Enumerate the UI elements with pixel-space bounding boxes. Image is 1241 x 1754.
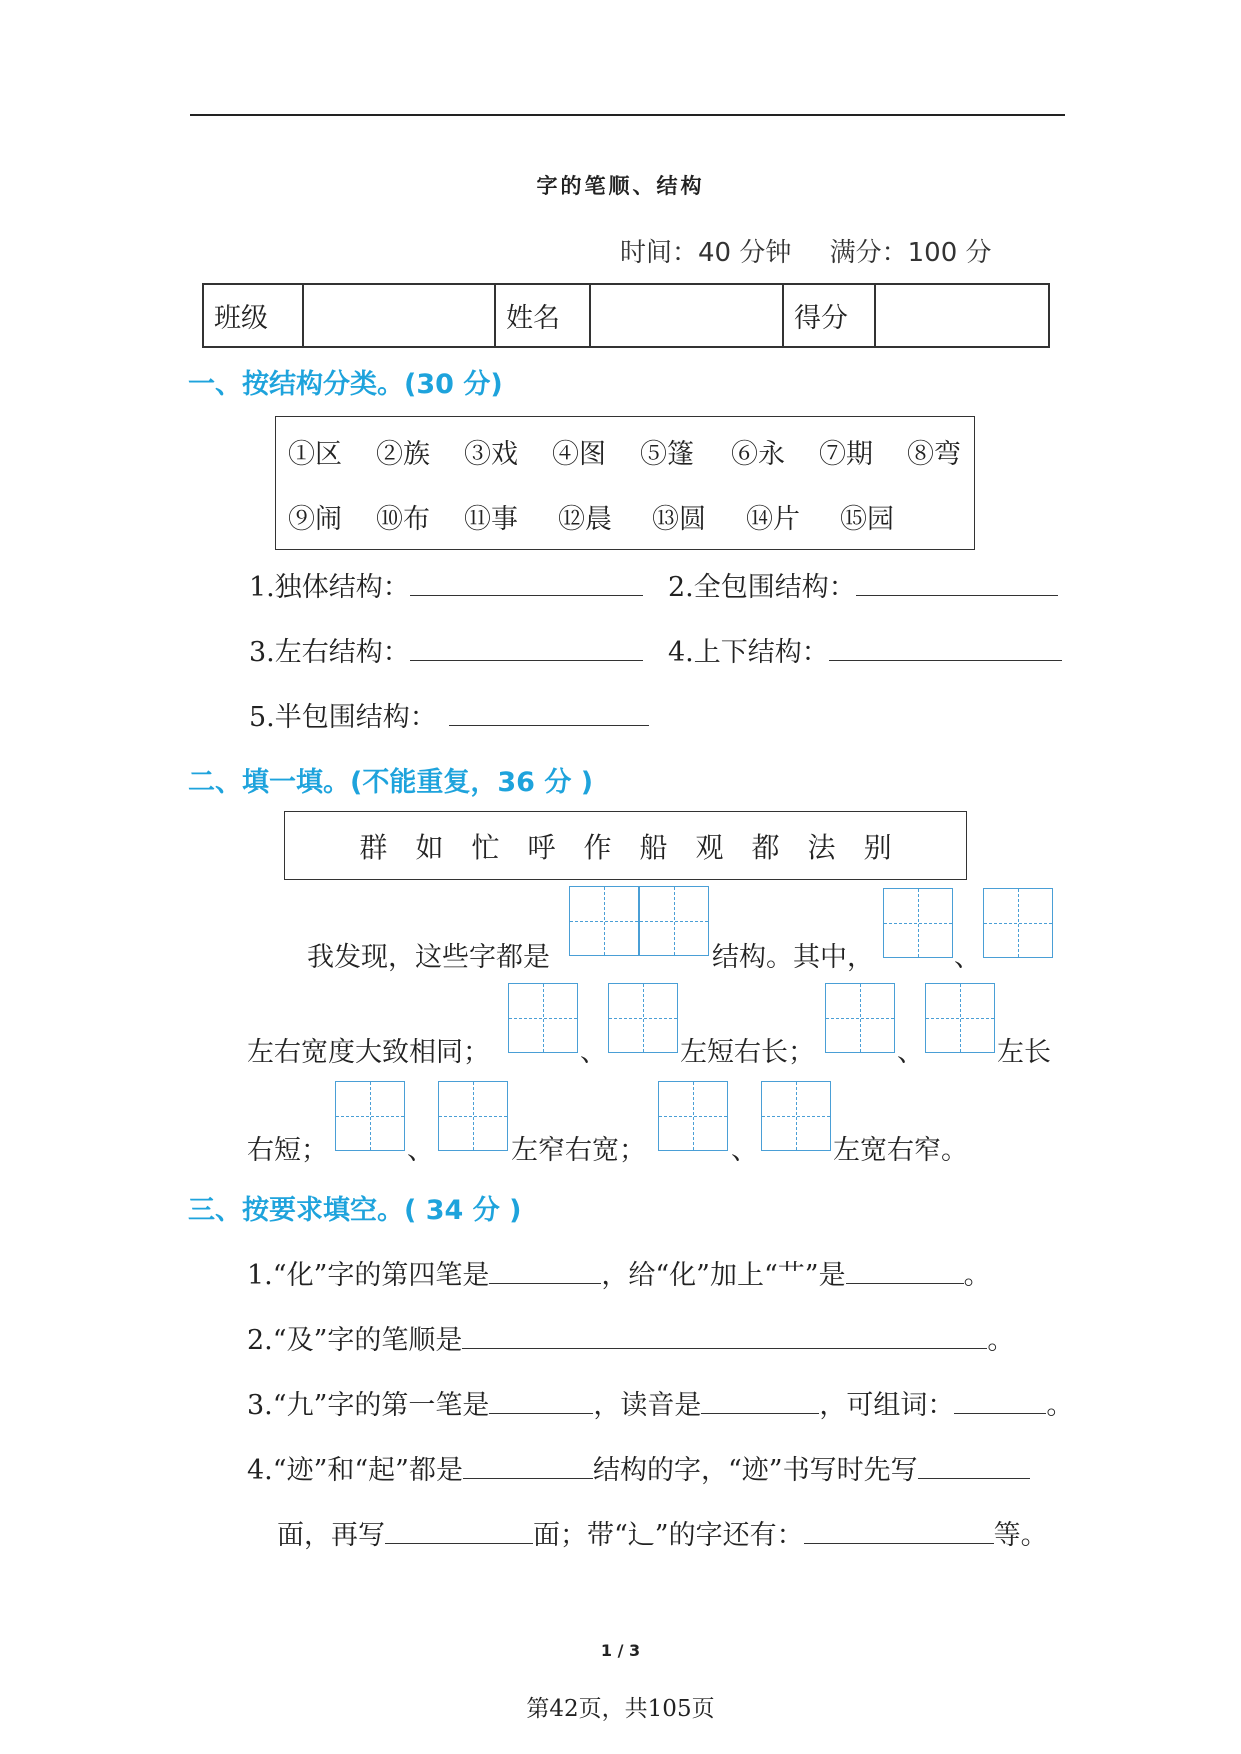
- answer-blank[interactable]: [449, 699, 649, 726]
- answer-blank[interactable]: [918, 1452, 1030, 1479]
- char-item: ⑦期: [819, 439, 873, 470]
- writing-grid[interactable]: [925, 983, 995, 1053]
- writing-grid[interactable]: [569, 886, 639, 956]
- q1-1: [249, 565, 643, 604]
- char-item: ⑤篷: [640, 439, 694, 470]
- word-item: 观: [695, 830, 724, 864]
- writing-grid[interactable]: [658, 1081, 728, 1151]
- char-row-2: [288, 497, 894, 536]
- writing-grid[interactable]: [639, 886, 709, 956]
- separator: 、: [580, 1037, 607, 1068]
- answer-blank[interactable]: [489, 1387, 593, 1414]
- q3-1-text-c: 。: [963, 1260, 991, 1291]
- writing-grid[interactable]: [761, 1081, 831, 1151]
- fill-line3-b: 左窄右宽；: [511, 1135, 646, 1166]
- writing-grid[interactable]: [438, 1081, 508, 1151]
- name-field[interactable]: [590, 284, 783, 347]
- full-score: 满分：100 分: [829, 238, 992, 268]
- word-box: [284, 811, 967, 880]
- q1-3: [249, 630, 643, 669]
- name-label: 姓名: [495, 284, 590, 347]
- q3-2-text-a: 2.“及”字的笔顺是: [247, 1325, 463, 1356]
- char-item: ⑥永: [731, 439, 785, 470]
- time-limit: 时间：40 分钟: [620, 238, 792, 268]
- word-item: 群: [359, 830, 388, 864]
- char-item: ③戏: [464, 439, 518, 470]
- q3-1-text-b: ，给“化”加上“艹”是: [601, 1260, 846, 1291]
- char-item: ②族: [376, 439, 430, 470]
- q3-4: [247, 1448, 1030, 1487]
- writing-grid[interactable]: [508, 983, 578, 1053]
- char-item: ⑮园: [840, 504, 894, 535]
- word-item: 都: [751, 830, 780, 864]
- word-item: 如: [415, 830, 444, 864]
- char-item: ⑪事: [464, 504, 518, 535]
- score-field[interactable]: [875, 284, 1049, 347]
- separator: 、: [731, 1135, 758, 1166]
- q1-2: [668, 565, 1058, 604]
- answer-blank[interactable]: [804, 1517, 994, 1544]
- fill-line1-b: 结构。其中，: [712, 942, 874, 973]
- q1-4: [668, 630, 1062, 669]
- q3-4-text-d: 面；带“辶”的字还有：: [533, 1520, 804, 1551]
- char-list-box: [275, 416, 975, 550]
- class-label: 班级: [203, 284, 303, 347]
- section3-heading: 三、按要求填空。( 34 分 ): [188, 1195, 522, 1226]
- fill-line2-c: 左长: [997, 1037, 1051, 1068]
- q1-3-text: 3.左右结构：: [249, 637, 410, 668]
- fill-line1-a: 我发现，这些字都是: [307, 942, 550, 973]
- char-item: ⑨闹: [288, 504, 342, 535]
- fill-line2-a: 左右宽度大致相同；: [247, 1037, 490, 1068]
- q3-1: [247, 1253, 991, 1292]
- page-title: 字的笔顺、结构: [536, 174, 705, 198]
- q3-4-cont: [277, 1513, 1048, 1552]
- separator: 、: [897, 1037, 924, 1068]
- q3-3-text-d: 。: [1046, 1390, 1074, 1421]
- q3-3-text-b: ，读音是: [593, 1390, 702, 1421]
- q3-3: [247, 1383, 1073, 1422]
- top-rule: [190, 114, 1065, 116]
- section2-heading: 二、填一填。(不能重复，36 分 ): [188, 767, 594, 798]
- char-item: ④图: [552, 439, 606, 470]
- q1-2-text: 2.全包围结构：: [668, 572, 856, 603]
- answer-blank[interactable]: [462, 1322, 987, 1349]
- page-footer: 第42页，共105页: [526, 1696, 715, 1722]
- separator: 、: [954, 942, 981, 973]
- answer-blank[interactable]: [463, 1452, 593, 1479]
- word-item: 呼: [527, 830, 556, 864]
- char-item: ①区: [288, 439, 342, 470]
- q3-1-text-a: 1.“化”字的第四笔是: [247, 1260, 490, 1291]
- q1-5-text: 5.半包围结构：: [249, 702, 437, 733]
- section1-heading: 一、按结构分类。(30 分): [188, 369, 503, 400]
- char-item: ⑫晨: [558, 504, 612, 535]
- answer-blank[interactable]: [410, 569, 643, 596]
- writing-grid[interactable]: [983, 888, 1053, 958]
- char-row-1: [288, 432, 961, 471]
- q3-4-text-e: 等。: [993, 1520, 1048, 1551]
- char-item: ⑧弯: [907, 439, 961, 470]
- writing-grid[interactable]: [335, 1081, 405, 1151]
- q3-4-text-c: 面，再写: [277, 1520, 385, 1551]
- q1-5: [249, 695, 649, 734]
- fill-line2-b: 左短右长；: [680, 1037, 815, 1068]
- word-item: 别: [863, 830, 892, 864]
- q3-3-text-c: ，可组词：: [819, 1390, 955, 1421]
- word-item: 作: [583, 830, 612, 864]
- answer-blank[interactable]: [701, 1387, 819, 1414]
- student-info-table: [202, 283, 1050, 348]
- char-item: ⑬圆: [652, 504, 706, 535]
- score-label: 得分: [783, 284, 875, 347]
- separator: 、: [407, 1135, 434, 1166]
- exam-meta: [620, 232, 998, 269]
- q1-1-text: 1.独体结构：: [249, 572, 410, 603]
- answer-blank[interactable]: [954, 1387, 1046, 1414]
- fill-line3-c: 左宽右窄。: [833, 1135, 968, 1166]
- word-item: 船: [639, 830, 668, 864]
- char-item: ⑭片: [746, 504, 800, 535]
- answer-blank[interactable]: [846, 1257, 964, 1284]
- fill-line3-a: 右短；: [247, 1135, 328, 1166]
- answer-blank[interactable]: [856, 569, 1058, 596]
- answer-blank[interactable]: [410, 634, 643, 661]
- q3-2-text-b: 。: [987, 1325, 1015, 1356]
- word-item: 忙: [471, 830, 500, 864]
- word-item: 法: [807, 830, 836, 864]
- answer-blank[interactable]: [489, 1257, 601, 1284]
- q1-4-text: 4.上下结构：: [668, 637, 829, 668]
- q3-4-text-a: 4.“迹”和“起”都是: [247, 1455, 463, 1486]
- answer-blank[interactable]: [829, 634, 1062, 661]
- writing-grid[interactable]: [608, 983, 678, 1053]
- writing-grid[interactable]: [883, 888, 953, 958]
- q3-4-text-b: 结构的字，“迹”书写时先写: [592, 1455, 918, 1486]
- q3-2: [247, 1318, 1014, 1357]
- char-item: ⑩布: [376, 504, 430, 535]
- page-number: 1 / 3: [600, 1641, 641, 1660]
- q3-3-text-a: 3.“九”字的第一笔是: [247, 1390, 490, 1421]
- writing-grid[interactable]: [825, 983, 895, 1053]
- answer-blank[interactable]: [385, 1517, 533, 1544]
- class-field[interactable]: [303, 284, 495, 347]
